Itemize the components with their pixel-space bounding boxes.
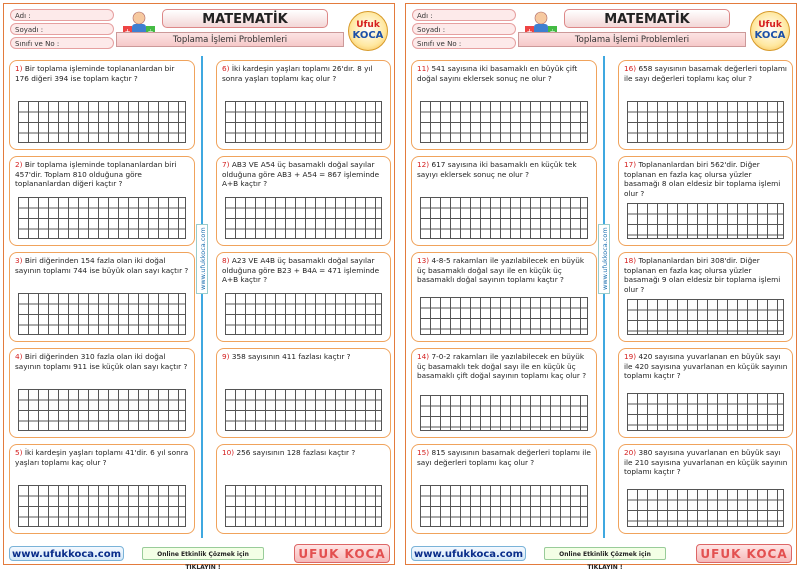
question-body: İki kardeşin yaşları toplamı 41'dir. 6 yıl sonra yaşları toplamı kaç olur ? bbox=[15, 448, 189, 467]
question-text bbox=[15, 352, 190, 371]
question-body: 380 sayısına yuvarlanan en büyük sayı ile 210 sayısına yuvarlanan en küçük sayının toplamı kaçtır ? bbox=[624, 448, 788, 476]
question-body: 358 sayısının 411 fazlası kaçtır ? bbox=[231, 352, 351, 361]
question-box bbox=[411, 156, 597, 246]
question-box bbox=[618, 60, 793, 150]
question-body: 658 sayısının basamak değerleri toplamı ile sayı değerleri toplamı kaç olur ? bbox=[624, 64, 787, 83]
question-body: 4-8-5 rakamları ile yazılabilecek en büyük üç basamaklı doğal sayı ile en küçük üç basamaklı doğal sayının toplamı kaçtır ? bbox=[417, 256, 585, 284]
question-number: 5) bbox=[15, 448, 23, 457]
question-box bbox=[216, 252, 391, 342]
name-field[interactable]: Adı : bbox=[10, 9, 114, 21]
question-number: 14) bbox=[417, 352, 430, 361]
question-body: 420 sayısına yuvarlanan en büyük sayı ile 420 sayısına yuvarlanan en küçük sayının toplamı kaçtır ? bbox=[624, 352, 788, 380]
footer-brand: UFUK KOCA bbox=[294, 544, 390, 563]
footer-brand: UFUK KOCA bbox=[696, 544, 792, 563]
question-number: 13) bbox=[417, 256, 430, 265]
question-text bbox=[15, 64, 190, 83]
question-text bbox=[222, 256, 386, 285]
question-number: 12) bbox=[417, 160, 430, 169]
side-url[interactable]: www.ufukkoca.com bbox=[598, 224, 610, 294]
class-no-field[interactable]: Sınıfı ve No : bbox=[10, 37, 114, 49]
answer-grid[interactable] bbox=[420, 101, 588, 143]
question-text bbox=[624, 64, 788, 83]
question-text bbox=[15, 160, 190, 189]
question-body: 7-0-2 rakamları ile yazılabilecek en büyük üç basamaklı tek doğal sayı ile en küçük üç basamaklı çift doğal sayının toplamı kaç olur ? bbox=[417, 352, 587, 380]
worksheet-page-2 bbox=[405, 3, 797, 571]
student-info bbox=[412, 9, 516, 51]
question-text bbox=[624, 256, 788, 294]
question-body: A23 VE A4B üç basamaklı doğal sayılar olduğuna göre B23 + B4A = 471 işleminde A+B kaçtır ? bbox=[222, 256, 380, 284]
question-body: 256 sayısının 128 fazlası kaçtır ? bbox=[236, 448, 356, 457]
answer-grid[interactable] bbox=[627, 393, 784, 431]
question-text bbox=[15, 256, 190, 275]
question-box bbox=[618, 252, 793, 342]
question-text bbox=[624, 160, 788, 198]
question-box bbox=[411, 252, 597, 342]
footer-website-link[interactable]: www.ufukkoca.com bbox=[9, 546, 124, 561]
question-number: 16) bbox=[624, 64, 637, 73]
ufuk-koca-logo bbox=[348, 11, 388, 51]
answer-grid[interactable] bbox=[420, 395, 588, 431]
page-title: MATEMATİK bbox=[162, 9, 328, 28]
answer-grid[interactable] bbox=[18, 389, 186, 431]
answer-grid[interactable] bbox=[627, 203, 784, 239]
side-url[interactable]: www.ufukkoca.com bbox=[196, 224, 208, 294]
ufuk-koca-logo bbox=[750, 11, 790, 51]
question-body: Toplananlardan biri 308'dir. Diğer toplanan en fazla kaç olursa yüzler basamağı 9 olan eldesiz bir toplama işlemi olur ? bbox=[624, 256, 781, 294]
column-divider bbox=[201, 56, 203, 538]
question-text bbox=[624, 352, 788, 381]
answer-grid[interactable] bbox=[420, 197, 588, 239]
question-number: 11) bbox=[417, 64, 430, 73]
question-text bbox=[222, 160, 386, 189]
question-number: 10) bbox=[222, 448, 235, 457]
question-number: 6) bbox=[222, 64, 230, 73]
surname-field[interactable]: Soyadı : bbox=[412, 23, 516, 35]
answer-grid[interactable] bbox=[225, 389, 382, 431]
question-body: Bir toplama işleminde toplananlardan biri 457'dir. Toplam 810 olduğuna göre toplananlardan diğeri kaçtır ? bbox=[15, 160, 177, 188]
question-number: 4) bbox=[15, 352, 23, 361]
logo-line1: Ufuk bbox=[356, 20, 380, 30]
question-text bbox=[417, 448, 592, 467]
answer-grid[interactable] bbox=[420, 297, 588, 335]
answer-grid[interactable] bbox=[225, 485, 382, 527]
surname-field[interactable]: Soyadı : bbox=[10, 23, 114, 35]
question-number: 17) bbox=[624, 160, 637, 169]
question-body: 617 sayısına iki basamaklı en küçük tek sayıyı eklersek sonuç ne olur ? bbox=[417, 160, 577, 179]
question-body: Bir toplama işleminde toplananlardan bir 176 diğeri 394 ise toplam kaçtır ? bbox=[15, 64, 175, 83]
question-body: Biri diğerinden 310 fazla olan iki doğal sayının toplamı 911 ise küçük olan sayı kaçtır ? bbox=[15, 352, 188, 371]
question-number: 8) bbox=[222, 256, 230, 265]
question-text bbox=[15, 448, 190, 467]
worksheet-subtitle: Toplama İşlemi Problemleri bbox=[116, 32, 344, 47]
online-activity-button[interactable]: Online Etkinlik Çözmek için TIKLAYIN ! bbox=[544, 547, 666, 560]
online-activity-button[interactable]: Online Etkinlik Çözmek için TIKLAYIN ! bbox=[142, 547, 264, 560]
question-box bbox=[9, 348, 195, 438]
answer-grid[interactable] bbox=[225, 197, 382, 239]
question-text bbox=[417, 64, 592, 83]
answer-grid[interactable] bbox=[18, 197, 186, 239]
question-text bbox=[624, 448, 788, 477]
question-box bbox=[9, 60, 195, 150]
name-field[interactable]: Adı : bbox=[412, 9, 516, 21]
question-box bbox=[618, 156, 793, 246]
answer-grid[interactable] bbox=[420, 485, 588, 527]
question-box bbox=[411, 348, 597, 438]
question-number: 2) bbox=[15, 160, 23, 169]
question-box bbox=[216, 444, 391, 534]
question-text bbox=[222, 64, 386, 83]
question-body: İki kardeşin yaşları toplamı 26'dır. 8 yıl sonra yaşları toplamı kaç olur ? bbox=[222, 64, 373, 83]
question-text bbox=[417, 256, 592, 285]
worksheet-subtitle: Toplama İşlemi Problemleri bbox=[518, 32, 746, 47]
question-box bbox=[411, 60, 597, 150]
logo-line2: KOCA bbox=[352, 30, 384, 41]
answer-grid[interactable] bbox=[18, 101, 186, 143]
question-text bbox=[417, 352, 592, 381]
question-number: 1) bbox=[15, 64, 23, 73]
question-box bbox=[411, 444, 597, 534]
question-box bbox=[618, 348, 793, 438]
question-number: 7) bbox=[222, 160, 230, 169]
question-box bbox=[9, 156, 195, 246]
page-title: MATEMATİK bbox=[564, 9, 730, 28]
class-no-field[interactable]: Sınıfı ve No : bbox=[412, 37, 516, 49]
question-body: AB3 VE A54 üç basamaklı doğal sayılar olduğuna göre AB3 + A54 = 867 işleminde A+B kaçtır ? bbox=[222, 160, 380, 188]
question-box bbox=[216, 60, 391, 150]
answer-grid[interactable] bbox=[225, 293, 382, 335]
question-box bbox=[216, 156, 391, 246]
question-body: 815 sayısının basamak değerleri toplamı ile sayı değerleri toplamı kaç olur ? bbox=[417, 448, 591, 467]
answer-grid[interactable] bbox=[627, 299, 784, 335]
question-text bbox=[417, 160, 592, 179]
question-number: 3) bbox=[15, 256, 23, 265]
student-info bbox=[10, 9, 114, 51]
answer-grid[interactable] bbox=[627, 101, 784, 143]
column-divider bbox=[603, 56, 605, 538]
logo-line2: KOCA bbox=[754, 30, 786, 41]
answer-grid[interactable] bbox=[18, 293, 186, 335]
question-number: 18) bbox=[624, 256, 637, 265]
worksheet-page-1 bbox=[3, 3, 395, 571]
question-number: 15) bbox=[417, 448, 430, 457]
answer-grid[interactable] bbox=[627, 489, 784, 527]
question-body: Biri diğerinden 154 fazla olan iki doğal sayının toplamı 744 ise büyük olan sayı kaçtır ? bbox=[15, 256, 189, 275]
question-number: 19) bbox=[624, 352, 637, 361]
footer-website-link[interactable]: www.ufukkoca.com bbox=[411, 546, 526, 561]
answer-grid[interactable] bbox=[18, 485, 186, 527]
question-box bbox=[216, 348, 391, 438]
question-box bbox=[9, 252, 195, 342]
question-box bbox=[9, 444, 195, 534]
question-body: 541 sayısına iki basamaklı en büyük çift doğal sayını eklersek sonuç ne olur ? bbox=[417, 64, 578, 83]
question-number: 9) bbox=[222, 352, 230, 361]
question-text bbox=[222, 448, 386, 458]
question-body: Toplananlardan biri 562'dir. Diğer toplanan en fazla kaç olursa yüzler basamağı 8 olan eldesiz bir toplama işlemi olur ? bbox=[624, 160, 781, 198]
question-text bbox=[222, 352, 386, 362]
answer-grid[interactable] bbox=[225, 101, 382, 143]
question-number: 20) bbox=[624, 448, 637, 457]
logo-line1: Ufuk bbox=[758, 20, 782, 30]
question-box bbox=[618, 444, 793, 534]
